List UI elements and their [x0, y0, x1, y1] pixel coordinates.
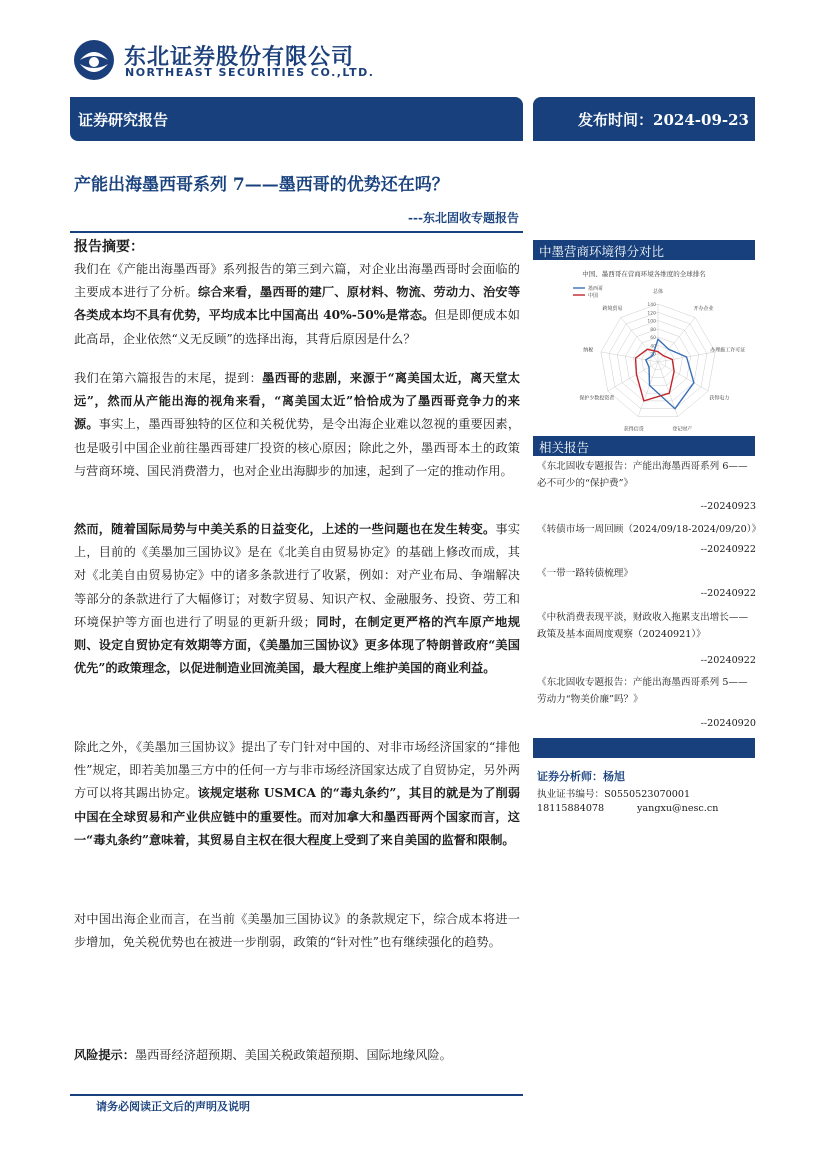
- report-type-banner: [70, 97, 523, 141]
- related-reports-title: 相关报告: [539, 440, 590, 455]
- footer-divider: [70, 1094, 523, 1096]
- related-report-item[interactable]: 《一带一路转债梳理》: [537, 568, 633, 579]
- radar-tick-label: 20: [650, 352, 656, 358]
- related-report-item[interactable]: 《中秋消费表现平淡，财政收入拖累支出增长——政策及基本面周度观察（20240921）》: [537, 612, 749, 640]
- related-reports-bar: [533, 436, 755, 456]
- publish-time: 发布时间：2024-09-23: [578, 111, 749, 129]
- radar-tick-label: 80: [650, 327, 656, 333]
- radar-axis-label: 开办企业: [693, 305, 714, 312]
- radar-tick-label: 40: [650, 344, 656, 350]
- radar-axis-label: 办理施工许可证: [710, 347, 746, 354]
- legend-label: 中国: [588, 293, 599, 299]
- analyst-bar: [533, 738, 755, 758]
- radar-axis-label: 纳税: [583, 347, 594, 354]
- radar-tick-label: 140: [647, 303, 656, 308]
- publish-time-banner: [533, 97, 755, 141]
- radar-chart-svg: [533, 262, 755, 433]
- related-report-date: --20240923: [700, 501, 756, 512]
- summary-paragraph-4: 除此之外，《美墨加三国协议》提出了专门针对中国的、对非市场经济国家的“排他性”规定，即若美加墨三方中的任何一方与非市场经济国家达成了自贸协定，另外两方可以将其踢出协定。该规定堪称 USMCA 的“毒丸条约”，其目的就是为了削弱中国在全球贸易和产业供应链中的重要性。而对加拿大和墨西哥两个国家而言，这一“毒丸条约”意味着，其贸易自主权在很大程度上受到了来自美国的监督和限制。: [74, 740, 521, 847]
- company-name-en: NORTHEAST SECURITIES CO.,LTD.: [125, 66, 375, 79]
- summary-paragraph-3: 然而，随着国际局势与中美关系的日益变化，上述的一些问题也在发生转变。事实上，目前的《美墨加三国协议》是在《北美自由贸易协定》的基础上修改而成，其对《北美自由贸易协定》中的诸多条款进行了收紧，例如：对产业布局、争端解决等部分的条款进行了大幅修订；对数字贸易、知识产权、金融服务、投资、劳工和环境保护等方面也进行了明显的更新升级；同时，在制定更严格的汽车原产地规则、设定自贸协定有效期等方面，《美墨加三国协议》更多体现了特朗普政府“美国优先”的政策理念，以促进制造业回流美国，最大程度上维护美国的商业利益。: [74, 522, 521, 676]
- related-report-date: --20240922: [700, 655, 756, 666]
- chart-title: 中墨营商环境得分对比: [539, 244, 665, 259]
- radar-axis-label: 登记财产: [672, 426, 693, 433]
- radar-chart: [533, 262, 755, 433]
- radar-axis-label: 跨境贸易: [602, 305, 623, 312]
- summary-paragraph-2: 我们在第六篇报告的末尾，提到：墨西哥的悲剧，来源于“离美国太近，离天堂太远”，然而从产能出海的视角来看，“离美国太近”恰恰成为了墨西哥竞争力的来源。事实上，墨西哥独特的区位和关税优势，是令出海企业难以忽视的重要因素，也是吸引中国企业前往墨西哥建厂投资的核心原因；除此之外，墨西哥本土的政策与营商环境、国民消费潜力，也对企业出海脚步的加速，起到了一定的推动作用。: [74, 371, 521, 478]
- radar-axis-label: 获得信贷: [623, 426, 644, 433]
- report-subtitle: ---东北固收专题报告: [408, 211, 519, 225]
- radar-axis-label: 获得电力: [709, 395, 730, 402]
- related-report-date: --20240922: [700, 544, 756, 555]
- related-report-date: --20240920: [700, 718, 756, 729]
- analyst-license: 执业证书编号：S0550523070001: [537, 789, 691, 800]
- company-logo-icon: [72, 38, 116, 82]
- legend-label: 墨西哥: [588, 286, 604, 292]
- analyst-email[interactable]: yangxu@nesc.cn: [637, 803, 719, 814]
- analyst-name: 证券分析师：杨旭: [537, 770, 625, 783]
- divider: [70, 231, 523, 233]
- summary-paragraph-1: 我们在《产能出海墨西哥》系列报告的第三到六篇，对企业出海墨西哥时会面临的主要成本进行了分析。综合来看，墨西哥的建厂、原材料、物流、劳动力、治安等各类成本均不具有优势，平均成本比中国高出 40%-50%是常态。但是即便成本如此高昂，企业依然“义无反顾”的选择出海，其背后原因是什么？: [74, 262, 521, 346]
- related-report-date: --20240922: [700, 588, 756, 599]
- chart-title-bar: [533, 240, 755, 260]
- related-report-item[interactable]: 《东北固收专题报告：产能出海墨西哥系列 6——必不可少的“保护费”》: [537, 461, 748, 489]
- related-report-item[interactable]: 《东北固收专题报告：产能出海墨西哥系列 5——劳动力“物美价廉”吗？》: [537, 677, 748, 705]
- summary-label: 报告摘要：: [74, 239, 144, 255]
- radar-tick-label: 120: [647, 311, 656, 317]
- analyst-phone: 18115884078: [537, 803, 605, 814]
- radar-tick-label: 60: [650, 336, 656, 342]
- radar-axis-label: 总体: [652, 289, 664, 296]
- radar-axis-label: 保护少数投资者: [579, 395, 615, 402]
- company-name-cn: 东北证券股份有限公司: [124, 45, 355, 70]
- related-report-item[interactable]: 《转债市场一周回顾（2024/09/18-2024/09/20）》: [537, 524, 762, 535]
- chart-inner-title: 中国、墨西哥在营商环境各维度的全球排名: [582, 270, 706, 278]
- report-type: 证券研究报告: [78, 111, 169, 129]
- radar-tick-label: 100: [647, 319, 656, 325]
- risk-warning: 风险提示：墨西哥经济超预期、美国关税政策超预期、国际地缘风险。: [74, 1048, 452, 1062]
- summary-paragraph-5: 对中国出海企业而言，在当前《美墨加三国协议》的条款规定下，综合成本将进一步增加，免关税优势也在被进一步削弱，政策的“针对性”也有继续强化的趋势。: [74, 912, 520, 950]
- radar-axis: [658, 362, 708, 391]
- report-title: 产能出海墨西哥系列 7——墨西哥的优势还在吗？: [74, 175, 449, 195]
- footer-disclaimer: 请务必阅读正文后的声明及说明: [96, 1100, 250, 1113]
